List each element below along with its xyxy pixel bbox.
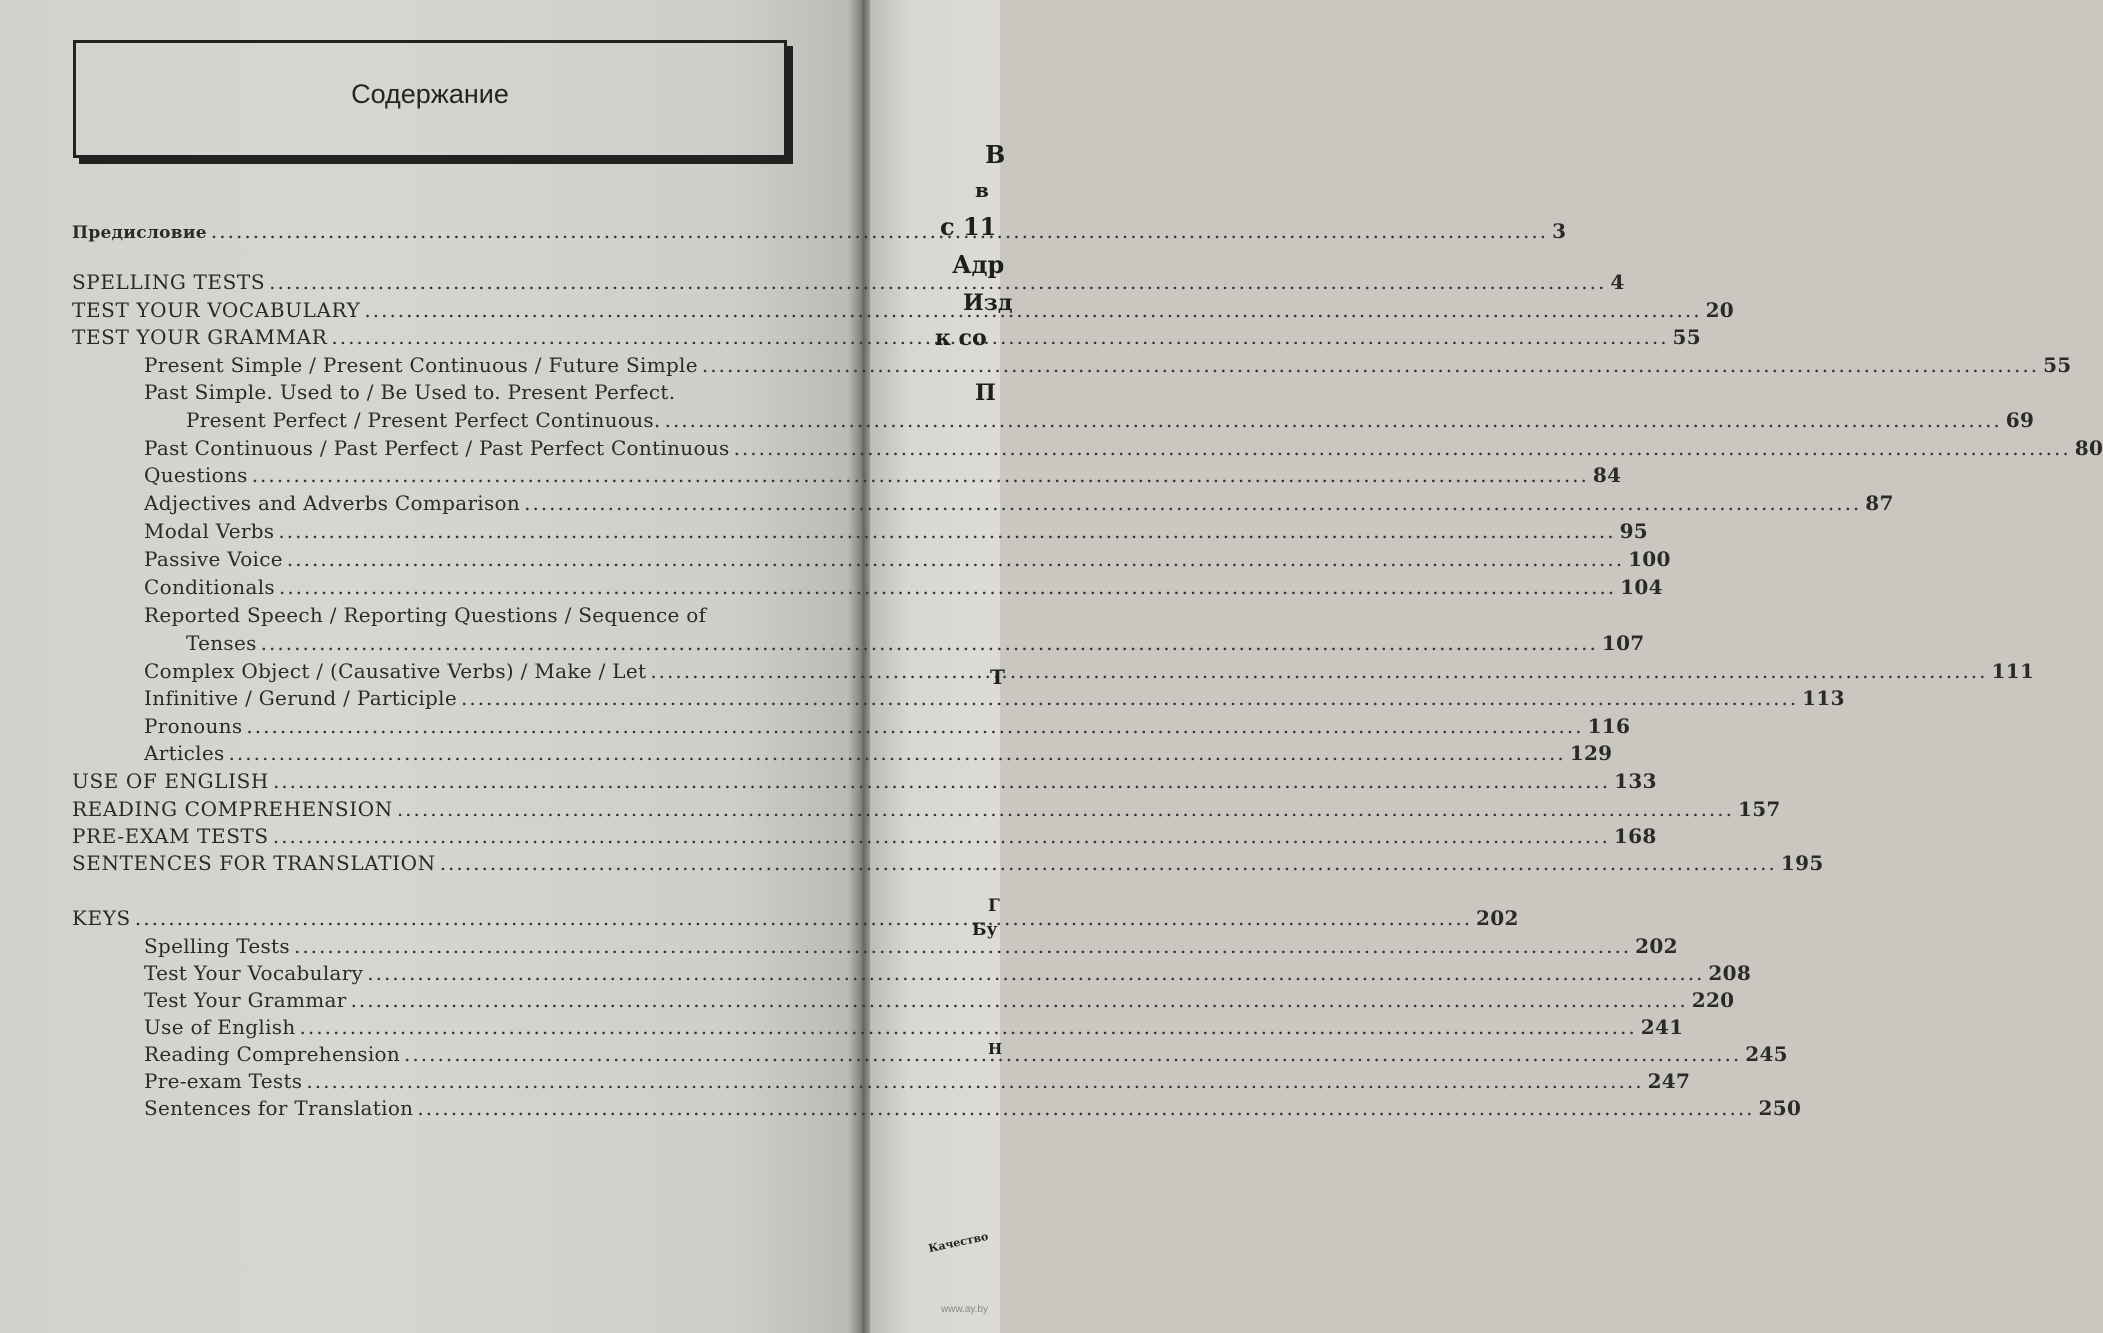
toc-label: Conditionals [144,575,275,599]
toc-subentry [144,461,1622,489]
toc-subentry [144,378,790,406]
toc-leader [273,822,1610,850]
toc-subentry [144,545,1671,573]
toc-label: Предисловие [72,223,207,243]
toc-leader [404,1040,1741,1068]
toc-subentry [144,932,1678,960]
toc-subentry [144,986,1735,1014]
right-page-fragment: Адр [952,250,1005,279]
toc-subentry [144,1067,1691,1095]
toc-page: 55 [1672,325,1701,349]
toc-leader [287,545,1624,573]
toc-leader [331,323,1668,351]
toc-label: Modal Verbs [144,519,275,543]
toc-subentry [144,489,1894,517]
toc-leader [246,712,1583,740]
toc-label: TEST YOUR VOCABULARY [72,298,361,322]
toc-page: 116 [1587,714,1631,738]
toc-page: 4 [1610,270,1625,294]
toc-leader [278,517,1615,545]
toc-subentry [144,684,1845,712]
toc-leader [252,461,1589,489]
toc-label: Reading Comprehension [144,1042,401,1066]
toc-entry-use-of-english [72,767,1657,795]
toc-leader [440,849,1777,877]
toc-label: Test Your Grammar [144,988,347,1012]
right-page-fragment: Бу [972,920,998,940]
toc-page: 202 [1635,934,1678,958]
toc-page: 69 [2005,408,2035,432]
toc-page: 245 [1745,1042,1788,1066]
toc-subentry [144,517,1648,545]
toc-subentry [144,434,2103,462]
right-page-fragment: Изд [963,290,1013,316]
toc-leader [211,217,1548,245]
toc-page: 55 [2043,353,2072,377]
toc-page: 208 [1708,961,1752,985]
toc-label: Tenses [186,631,257,655]
right-page-fragment: к со [935,325,987,351]
toc-label: Spelling Tests [144,934,290,958]
toc-page: 202 [1476,906,1519,930]
toc-leader [461,684,1798,712]
toc-page: 80 [2074,436,2103,460]
toc-entry-sentences [72,849,1824,877]
toc-page: 3 [1552,219,1567,243]
toc-leader [306,1067,1643,1095]
toc-label: Present Perfect / Present Perfect Continuous. [186,408,661,432]
toc-entry-pre-exam [72,822,1657,850]
toc-page: 84 [1592,463,1622,487]
toc-subentry [144,959,1752,987]
toc-leader [665,406,2002,434]
toc-label: Adjectives and Adverbs Comparison [144,491,521,515]
toc-leader [279,573,1616,601]
toc-page: 111 [1991,659,2035,683]
toc-entry-spelling [72,268,1625,296]
toc-subentry [144,351,2072,379]
toc-label: Passive Voice [144,547,283,571]
toc-label: Pronouns [144,714,243,738]
toc-subentry [144,712,1631,740]
toc-page: 168 [1613,824,1657,848]
toc-leader [417,1094,1754,1122]
right-page-fragment: в [975,178,989,202]
toc-label: Use of English [144,1015,296,1039]
toc-leader [734,434,2071,462]
toc-leader [300,1013,1637,1041]
toc-page: 129 [1569,741,1613,765]
right-page-fragment: П [975,380,996,406]
toc-leader [524,489,1861,517]
toc-page: 95 [1619,519,1648,543]
toc-subentry [186,629,1645,657]
toc-subentry [144,1040,1788,1068]
toc-leader [269,268,1606,296]
toc-leader [261,629,1598,657]
toc-page: 220 [1691,988,1735,1012]
toc-page: 133 [1614,769,1657,793]
toc-label: Infinitive / Gerund / Participle [144,686,457,710]
toc-page: 113 [1802,686,1845,710]
toc-subentry [144,657,2035,685]
toc-label: Present Simple / Present Continuous / Future Simple [144,353,698,377]
toc-subentry [144,1094,1802,1122]
title-box [73,40,787,158]
toc-leader [294,932,1631,960]
toc-leader [702,351,2039,379]
right-page-fragment: В [985,140,1006,169]
page-title: Содержание [351,79,509,109]
toc-label: Complex Object / (Causative Verbs) / Make / Let [144,659,647,683]
toc-page: 20 [1705,298,1734,322]
right-page-fragment: Н [988,1040,1003,1058]
toc-label: Reported Speech / Reporting Questions / Sequence of [144,603,707,627]
toc-leader [273,767,1610,795]
toc-page: 157 [1738,797,1781,821]
watermark: www.ay.by [940,1304,988,1315]
toc-page: 87 [1865,491,1894,515]
toc-page: 250 [1758,1096,1802,1120]
toc-label: Past Continuous / Past Perfect / Past Perfect Continuous [144,436,730,460]
toc-page: 195 [1780,851,1824,875]
toc-label: Articles [144,741,225,765]
toc-leader [650,657,1987,685]
toc-subentry [144,1013,1684,1041]
toc-label: Sentences for Translation [144,1096,414,1120]
right-page-corner-text: Качество [927,1229,990,1256]
toc-leader [397,795,1734,823]
toc-entry-reading [72,795,1781,823]
toc-leader [364,296,1701,324]
toc-subentry [144,601,790,629]
toc-label: Pre-exam Tests [144,1069,303,1093]
toc-label: SENTENCES FOR TRANSLATION [72,851,436,875]
toc-page: 104 [1620,575,1663,599]
toc-page: 241 [1640,1015,1684,1039]
toc-label: USE OF ENGLISH [72,769,269,793]
toc-leader [229,739,1566,767]
toc-leader [351,986,1688,1014]
toc-label: Test Your Vocabulary [144,961,364,985]
toc-label: SPELLING TESTS [72,270,266,294]
toc-subentry [144,739,1613,767]
toc-subentry [186,406,2035,434]
right-page-fragment: Т [990,665,1005,689]
toc-label: Past Simple. Used to / Be Used to. Present Perfect. [144,380,676,404]
toc-label: READING COMPREHENSION [72,797,393,821]
right-page-fragment: Г [988,896,1000,916]
toc-page: 107 [1601,631,1645,655]
toc-label: KEYS [72,906,131,930]
toc-label: Questions [144,463,248,487]
toc-leader [135,904,1472,932]
right-page-fragment: с 11 [940,212,997,241]
toc-page: 100 [1628,547,1671,571]
toc-leader [367,959,1704,987]
toc-page: 247 [1647,1069,1691,1093]
toc-label: TEST YOUR GRAMMAR [72,325,328,349]
toc-subentry [144,573,1663,601]
toc-label: PRE-EXAM TESTS [72,824,269,848]
